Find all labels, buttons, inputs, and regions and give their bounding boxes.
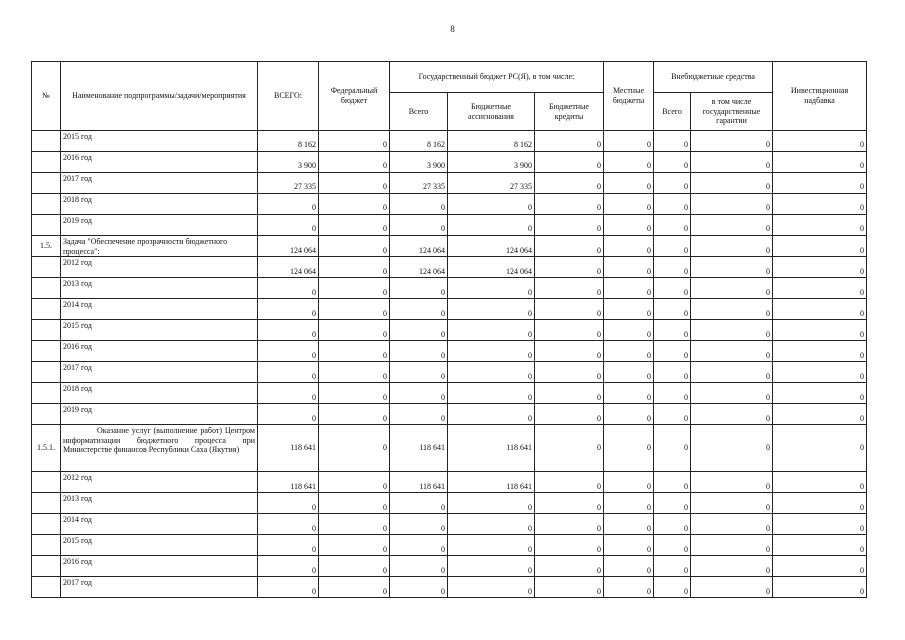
budget-table xyxy=(31,61,867,598)
cell-invest: 0 xyxy=(773,257,867,278)
row-index xyxy=(32,383,61,404)
row-index xyxy=(32,577,61,598)
cell-federal: 0 xyxy=(319,362,390,383)
cell-state-all: 0 xyxy=(390,320,448,341)
cell-total: 27 335 xyxy=(258,173,319,194)
row-index xyxy=(32,535,61,556)
row-index xyxy=(32,194,61,215)
cell-total: 124 064 xyxy=(258,257,319,278)
cell-total: 0 xyxy=(258,320,319,341)
cell-local: 0 xyxy=(604,556,654,577)
table-row xyxy=(32,362,867,383)
row-name: 2013 год xyxy=(61,493,258,514)
cell-guar: 0 xyxy=(691,404,773,425)
cell-guar: 0 xyxy=(691,152,773,173)
cell-guar: 0 xyxy=(691,215,773,236)
cell-local: 0 xyxy=(604,131,654,152)
row-index xyxy=(32,341,61,362)
cell-federal: 0 xyxy=(319,215,390,236)
row-index xyxy=(32,362,61,383)
cell-federal: 0 xyxy=(319,404,390,425)
table-row xyxy=(32,299,867,320)
cell-federal: 0 xyxy=(319,383,390,404)
cell-invest: 0 xyxy=(773,514,867,535)
table-row xyxy=(32,493,867,514)
cell-state-all: 0 xyxy=(390,556,448,577)
cell-state-all: 0 xyxy=(390,383,448,404)
row-name: 2016 год xyxy=(61,152,258,173)
cell-invest: 0 xyxy=(773,131,867,152)
cell-local: 0 xyxy=(604,362,654,383)
table-row xyxy=(32,152,867,173)
cell-local: 0 xyxy=(604,425,654,472)
cell-federal: 0 xyxy=(319,257,390,278)
page-number: 8 xyxy=(450,24,455,34)
cell-invest: 0 xyxy=(773,236,867,257)
cell-invest: 0 xyxy=(773,383,867,404)
cell-state-all: 8 162 xyxy=(390,131,448,152)
table-row xyxy=(32,472,867,493)
cell-alloc: 124 064 xyxy=(448,236,535,257)
row-index xyxy=(32,299,61,320)
cell-alloc: 0 xyxy=(448,404,535,425)
cell-local: 0 xyxy=(604,472,654,493)
table-body xyxy=(32,131,867,598)
cell-local: 0 xyxy=(604,215,654,236)
cell-invest: 0 xyxy=(773,152,867,173)
cell-guar: 0 xyxy=(691,341,773,362)
row-name: 2015 год xyxy=(61,320,258,341)
header-state-all: Всего xyxy=(390,93,448,131)
cell-state-all: 0 xyxy=(390,278,448,299)
cell-federal: 0 xyxy=(319,493,390,514)
cell-extra-all: 0 xyxy=(654,404,691,425)
row-name: 2018 год xyxy=(61,383,258,404)
cell-invest: 0 xyxy=(773,535,867,556)
cell-local: 0 xyxy=(604,341,654,362)
header-invest: Инвестиционная надбавка xyxy=(773,62,867,131)
cell-extra-all: 0 xyxy=(654,131,691,152)
cell-extra-all: 0 xyxy=(654,577,691,598)
cell-total: 0 xyxy=(258,493,319,514)
cell-credit: 0 xyxy=(535,425,604,472)
cell-extra-all: 0 xyxy=(654,320,691,341)
cell-state-all: 0 xyxy=(390,215,448,236)
cell-credit: 0 xyxy=(535,341,604,362)
cell-guar: 0 xyxy=(691,535,773,556)
table-row xyxy=(32,215,867,236)
cell-federal: 0 xyxy=(319,131,390,152)
cell-state-all: 124 064 xyxy=(390,236,448,257)
cell-total: 124 064 xyxy=(258,236,319,257)
header-local: Местные бюджеты xyxy=(604,62,654,131)
table-row xyxy=(32,383,867,404)
cell-credit: 0 xyxy=(535,472,604,493)
header-extra-all: Всего xyxy=(654,93,691,131)
cell-invest: 0 xyxy=(773,320,867,341)
cell-alloc: 0 xyxy=(448,556,535,577)
cell-total: 0 xyxy=(258,215,319,236)
cell-local: 0 xyxy=(604,514,654,535)
cell-total: 0 xyxy=(258,341,319,362)
cell-invest: 0 xyxy=(773,299,867,320)
cell-guar: 0 xyxy=(691,236,773,257)
cell-guar: 0 xyxy=(691,257,773,278)
cell-local: 0 xyxy=(604,236,654,257)
cell-invest: 0 xyxy=(773,493,867,514)
cell-extra-all: 0 xyxy=(654,362,691,383)
cell-local: 0 xyxy=(604,383,654,404)
cell-state-all: 0 xyxy=(390,194,448,215)
row-name: 2017 год xyxy=(61,173,258,194)
table-row xyxy=(32,404,867,425)
table-row xyxy=(32,577,867,598)
cell-federal: 0 xyxy=(319,425,390,472)
cell-extra-all: 0 xyxy=(654,299,691,320)
cell-guar: 0 xyxy=(691,131,773,152)
row-name: 2012 год xyxy=(61,257,258,278)
header-extra-guar: в том числе государственные гарантии xyxy=(691,93,773,131)
cell-alloc: 0 xyxy=(448,215,535,236)
cell-extra-all: 0 xyxy=(654,341,691,362)
cell-alloc: 3 900 xyxy=(448,152,535,173)
cell-credit: 0 xyxy=(535,194,604,215)
row-name: 2017 год xyxy=(61,577,258,598)
cell-total: 0 xyxy=(258,383,319,404)
cell-state-all: 3 900 xyxy=(390,152,448,173)
table-row xyxy=(32,194,867,215)
row-index xyxy=(32,131,61,152)
row-name: 2019 год xyxy=(61,404,258,425)
cell-alloc: 0 xyxy=(448,341,535,362)
cell-credit: 0 xyxy=(535,514,604,535)
row-index: 1.5. xyxy=(32,236,61,257)
header-state-credit: Бюджетные кредиты xyxy=(535,93,604,131)
cell-state-all: 27 335 xyxy=(390,173,448,194)
cell-extra-all: 0 xyxy=(654,472,691,493)
cell-invest: 0 xyxy=(773,404,867,425)
header-extra-budget: Внебюджетные средства xyxy=(654,62,773,93)
cell-state-all: 0 xyxy=(390,404,448,425)
cell-federal: 0 xyxy=(319,577,390,598)
row-index xyxy=(32,404,61,425)
cell-invest: 0 xyxy=(773,425,867,472)
cell-local: 0 xyxy=(604,299,654,320)
row-index xyxy=(32,278,61,299)
cell-local: 0 xyxy=(604,173,654,194)
cell-invest: 0 xyxy=(773,577,867,598)
cell-local: 0 xyxy=(604,257,654,278)
table-row xyxy=(32,131,867,152)
cell-alloc: 0 xyxy=(448,535,535,556)
row-name: 2019 год xyxy=(61,215,258,236)
table-row xyxy=(32,514,867,535)
cell-local: 0 xyxy=(604,194,654,215)
cell-guar: 0 xyxy=(691,173,773,194)
cell-guar: 0 xyxy=(691,493,773,514)
cell-credit: 0 xyxy=(535,278,604,299)
cell-total: 0 xyxy=(258,556,319,577)
table-row xyxy=(32,257,867,278)
row-index xyxy=(32,152,61,173)
cell-extra-all: 0 xyxy=(654,425,691,472)
cell-state-all: 0 xyxy=(390,577,448,598)
cell-alloc: 0 xyxy=(448,493,535,514)
cell-credit: 0 xyxy=(535,404,604,425)
cell-guar: 0 xyxy=(691,320,773,341)
cell-local: 0 xyxy=(604,493,654,514)
cell-credit: 0 xyxy=(535,299,604,320)
cell-state-all: 118 641 xyxy=(390,425,448,472)
cell-credit: 0 xyxy=(535,493,604,514)
cell-federal: 0 xyxy=(319,472,390,493)
cell-federal: 0 xyxy=(319,556,390,577)
cell-alloc: 0 xyxy=(448,320,535,341)
cell-invest: 0 xyxy=(773,173,867,194)
cell-alloc: 0 xyxy=(448,278,535,299)
row-index xyxy=(32,514,61,535)
row-index xyxy=(32,215,61,236)
cell-state-all: 0 xyxy=(390,514,448,535)
cell-guar: 0 xyxy=(691,514,773,535)
cell-extra-all: 0 xyxy=(654,257,691,278)
cell-federal: 0 xyxy=(319,152,390,173)
table-row xyxy=(32,173,867,194)
cell-state-all: 0 xyxy=(390,535,448,556)
cell-federal: 0 xyxy=(319,320,390,341)
cell-total: 0 xyxy=(258,514,319,535)
header-state-alloc: Бюджетные ассигнования xyxy=(448,93,535,131)
row-name: Задача "Обеспечение прозрачности бюджетного процесса": xyxy=(61,236,258,257)
row-index xyxy=(32,173,61,194)
cell-extra-all: 0 xyxy=(654,535,691,556)
row-name: 2015 год xyxy=(61,131,258,152)
cell-extra-all: 0 xyxy=(654,194,691,215)
cell-total: 0 xyxy=(258,194,319,215)
cell-extra-all: 0 xyxy=(654,556,691,577)
row-name: 2014 год xyxy=(61,299,258,320)
cell-guar: 0 xyxy=(691,577,773,598)
row-index xyxy=(32,493,61,514)
cell-federal: 0 xyxy=(319,194,390,215)
cell-extra-all: 0 xyxy=(654,278,691,299)
table-row xyxy=(32,535,867,556)
row-name: 2014 год xyxy=(61,514,258,535)
cell-invest: 0 xyxy=(773,215,867,236)
cell-credit: 0 xyxy=(535,215,604,236)
cell-credit: 0 xyxy=(535,362,604,383)
cell-invest: 0 xyxy=(773,278,867,299)
row-name: 2017 год xyxy=(61,362,258,383)
cell-credit: 0 xyxy=(535,236,604,257)
table-row xyxy=(32,556,867,577)
cell-guar: 0 xyxy=(691,383,773,404)
table-row xyxy=(32,278,867,299)
cell-invest: 0 xyxy=(773,194,867,215)
cell-credit: 0 xyxy=(535,535,604,556)
row-name: 2016 год xyxy=(61,556,258,577)
cell-state-all: 0 xyxy=(390,493,448,514)
cell-alloc: 0 xyxy=(448,577,535,598)
cell-credit: 0 xyxy=(535,173,604,194)
cell-local: 0 xyxy=(604,278,654,299)
cell-total: 3 900 xyxy=(258,152,319,173)
cell-extra-all: 0 xyxy=(654,215,691,236)
header-federal: Федеральный бюджет xyxy=(319,62,390,131)
row-name: 2015 год xyxy=(61,535,258,556)
cell-alloc: 0 xyxy=(448,383,535,404)
cell-state-all: 124 064 xyxy=(390,257,448,278)
cell-state-all: 0 xyxy=(390,341,448,362)
cell-extra-all: 0 xyxy=(654,514,691,535)
cell-guar: 0 xyxy=(691,362,773,383)
header-state-budget: Государственный бюджет РС(Я), в том числе: xyxy=(390,62,604,93)
cell-alloc: 124 064 xyxy=(448,257,535,278)
cell-invest: 0 xyxy=(773,472,867,493)
cell-state-all: 0 xyxy=(390,299,448,320)
cell-federal: 0 xyxy=(319,236,390,257)
cell-invest: 0 xyxy=(773,556,867,577)
cell-local: 0 xyxy=(604,577,654,598)
cell-credit: 0 xyxy=(535,320,604,341)
table-row xyxy=(32,425,867,472)
cell-alloc: 8 162 xyxy=(448,131,535,152)
row-name: 2018 год xyxy=(61,194,258,215)
row-name: 2012 год xyxy=(61,472,258,493)
cell-extra-all: 0 xyxy=(654,173,691,194)
cell-federal: 0 xyxy=(319,299,390,320)
cell-federal: 0 xyxy=(319,341,390,362)
cell-local: 0 xyxy=(604,535,654,556)
cell-total: 118 641 xyxy=(258,472,319,493)
cell-credit: 0 xyxy=(535,131,604,152)
cell-total: 118 641 xyxy=(258,425,319,472)
row-index xyxy=(32,257,61,278)
cell-extra-all: 0 xyxy=(654,493,691,514)
cell-credit: 0 xyxy=(535,556,604,577)
cell-federal: 0 xyxy=(319,514,390,535)
cell-guar: 0 xyxy=(691,556,773,577)
cell-total: 0 xyxy=(258,278,319,299)
cell-guar: 0 xyxy=(691,472,773,493)
cell-credit: 0 xyxy=(535,257,604,278)
cell-federal: 0 xyxy=(319,173,390,194)
cell-credit: 0 xyxy=(535,383,604,404)
cell-extra-all: 0 xyxy=(654,383,691,404)
row-index xyxy=(32,472,61,493)
row-index xyxy=(32,556,61,577)
cell-state-all: 0 xyxy=(390,362,448,383)
cell-total: 0 xyxy=(258,404,319,425)
cell-total: 0 xyxy=(258,362,319,383)
cell-extra-all: 0 xyxy=(654,152,691,173)
cell-total: 8 162 xyxy=(258,131,319,152)
cell-total: 0 xyxy=(258,577,319,598)
cell-alloc: 0 xyxy=(448,514,535,535)
row-name: Оказание услуг (выполнение работ) Центром информатизации бюджетного процесса при Министерстве финансов Республики Саха (Якутия) xyxy=(61,425,258,472)
row-name: 2016 год xyxy=(61,341,258,362)
header-num: № xyxy=(32,62,61,131)
cell-local: 0 xyxy=(604,320,654,341)
cell-credit: 0 xyxy=(535,577,604,598)
row-index xyxy=(32,320,61,341)
cell-alloc: 118 641 xyxy=(448,472,535,493)
cell-guar: 0 xyxy=(691,194,773,215)
cell-federal: 0 xyxy=(319,278,390,299)
cell-guar: 0 xyxy=(691,278,773,299)
row-name: 2013 год xyxy=(61,278,258,299)
cell-guar: 0 xyxy=(691,299,773,320)
cell-state-all: 118 641 xyxy=(390,472,448,493)
cell-credit: 0 xyxy=(535,152,604,173)
row-index: 1.5.1. xyxy=(32,425,61,472)
cell-total: 0 xyxy=(258,299,319,320)
cell-local: 0 xyxy=(604,152,654,173)
cell-total: 0 xyxy=(258,535,319,556)
cell-alloc: 0 xyxy=(448,299,535,320)
table-header xyxy=(32,62,867,131)
header-total: ВСЕГО: xyxy=(258,62,319,131)
cell-alloc: 118 641 xyxy=(448,425,535,472)
cell-alloc: 0 xyxy=(448,194,535,215)
table-row xyxy=(32,320,867,341)
table-row xyxy=(32,341,867,362)
cell-federal: 0 xyxy=(319,535,390,556)
cell-invest: 0 xyxy=(773,341,867,362)
cell-alloc: 27 335 xyxy=(448,173,535,194)
cell-local: 0 xyxy=(604,404,654,425)
cell-guar: 0 xyxy=(691,425,773,472)
cell-invest: 0 xyxy=(773,362,867,383)
table-row xyxy=(32,236,867,257)
header-name: Наименование подпрограммы/задачи/мероприятия xyxy=(61,62,258,131)
cell-extra-all: 0 xyxy=(654,236,691,257)
cell-alloc: 0 xyxy=(448,362,535,383)
